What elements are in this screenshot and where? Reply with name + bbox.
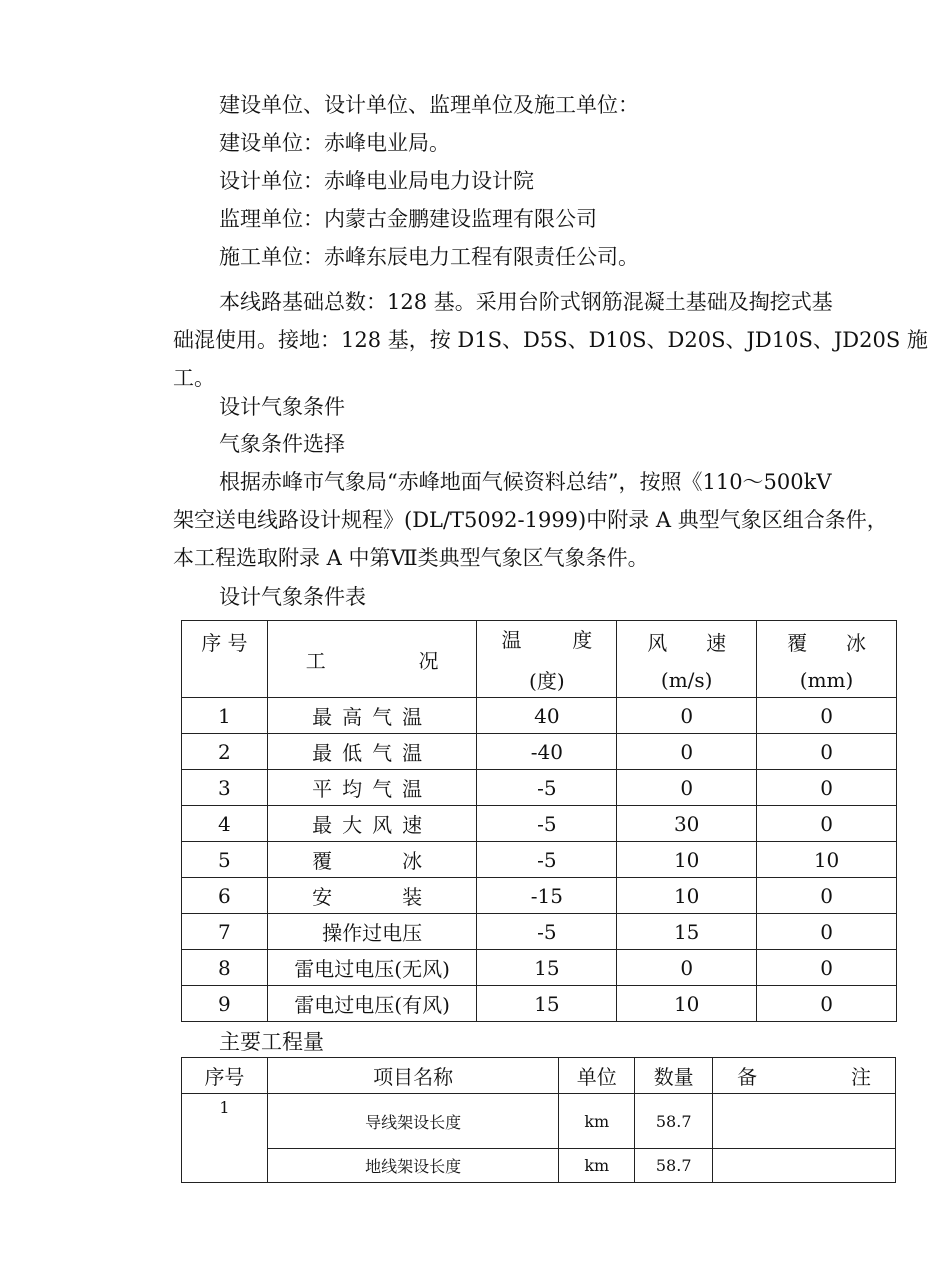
header-unit: 单位 bbox=[559, 1058, 635, 1094]
row-seq: 8 bbox=[182, 950, 268, 986]
header-qty: 数量 bbox=[635, 1058, 713, 1094]
row-condition: 覆 冰 bbox=[267, 842, 477, 878]
row-ice: 0 bbox=[757, 986, 897, 1022]
row-condition: 最低气温 bbox=[267, 734, 477, 770]
row-note bbox=[713, 1094, 896, 1149]
foundation-para-line-1: 本线路基础总数：128 基。采用台阶式钢筋混凝土基础及掏挖式基 bbox=[219, 290, 833, 314]
table-row bbox=[182, 986, 897, 1022]
designer-line: 设计单位：赤峰电业局电力设计院 bbox=[219, 169, 534, 193]
row-seq: 7 bbox=[182, 914, 268, 950]
row-ice: 0 bbox=[757, 914, 897, 950]
weather-subheading: 气象条件选择 bbox=[219, 432, 345, 456]
row-seq: 5 bbox=[182, 842, 268, 878]
header-wind-speed: 风 速 (m/s) bbox=[617, 621, 757, 698]
table-row bbox=[182, 698, 897, 734]
row-wind: 0 bbox=[617, 698, 757, 734]
table-row bbox=[182, 914, 897, 950]
row-ice: 0 bbox=[757, 806, 897, 842]
row-ice: 0 bbox=[757, 734, 897, 770]
units-heading: 建设单位、设计单位、监理单位及施工单位： bbox=[219, 93, 639, 117]
weather-para-line-1: 根据赤峰市气象局“赤峰地面气候资料总结”，按照《110～500kV bbox=[219, 470, 832, 494]
header-condition: 工 况 bbox=[267, 621, 477, 698]
table-row bbox=[182, 1149, 896, 1183]
row-temp: -5 bbox=[477, 770, 617, 806]
row-condition: 安 装 bbox=[267, 878, 477, 914]
quantities-title: 主要工程量 bbox=[219, 1030, 324, 1054]
row-seq: 6 bbox=[182, 878, 268, 914]
row-seq: 9 bbox=[182, 986, 268, 1022]
supervisor-line: 监理单位：内蒙古金鹏建设监理有限公司 bbox=[219, 207, 597, 231]
row-wind: 10 bbox=[617, 986, 757, 1022]
header-seq: 序号 bbox=[182, 1058, 268, 1094]
row-wind: 0 bbox=[617, 734, 757, 770]
header-seq: 序 号 bbox=[182, 621, 268, 698]
row-qty: 58.7 bbox=[635, 1149, 713, 1183]
header-temperature: 温 度 (度) bbox=[477, 621, 617, 698]
row-temp: -5 bbox=[477, 914, 617, 950]
row-condition: 最高气温 bbox=[267, 698, 477, 734]
row-temp: 15 bbox=[477, 950, 617, 986]
table-row bbox=[182, 878, 897, 914]
row-wind: 30 bbox=[617, 806, 757, 842]
table-row bbox=[182, 734, 897, 770]
row-temp: -40 bbox=[477, 734, 617, 770]
quantities-table bbox=[181, 1057, 896, 1183]
row-ice: 10 bbox=[757, 842, 897, 878]
table-row bbox=[182, 950, 897, 986]
row-qty: 58.7 bbox=[635, 1094, 713, 1149]
row-ice: 0 bbox=[757, 770, 897, 806]
row-note bbox=[713, 1149, 896, 1183]
row-condition: 平均气温 bbox=[267, 770, 477, 806]
row-seq: 1 bbox=[182, 1094, 268, 1183]
row-ice: 0 bbox=[757, 698, 897, 734]
row-condition: 雷电过电压(有风) bbox=[267, 986, 477, 1022]
foundation-para-line-2: 础混使用。接地：128 基，按 D1S、D5S、D10S、D20S、JD10S、JD20S 施 bbox=[173, 328, 928, 352]
owner-line: 建设单位：赤峰电业局。 bbox=[219, 131, 450, 155]
row-condition: 雷电过电压(无风) bbox=[267, 950, 477, 986]
row-temp: -15 bbox=[477, 878, 617, 914]
weather-heading: 设计气象条件 bbox=[219, 395, 345, 419]
row-seq: 2 bbox=[182, 734, 268, 770]
table-row bbox=[182, 770, 897, 806]
row-unit: km bbox=[559, 1149, 635, 1183]
row-temp: -5 bbox=[477, 806, 617, 842]
weather-table-header bbox=[182, 621, 897, 698]
quantities-table-header bbox=[182, 1058, 896, 1094]
weather-para-line-2: 架空送电线路设计规程》(DL/T5092-1999)中附录 A 典型气象区组合条件， bbox=[173, 508, 888, 532]
row-wind: 10 bbox=[617, 842, 757, 878]
row-ice: 0 bbox=[757, 878, 897, 914]
row-seq: 4 bbox=[182, 806, 268, 842]
contractor-line: 施工单位：赤峰东辰电力工程有限责任公司。 bbox=[219, 245, 639, 269]
row-temp: 15 bbox=[477, 986, 617, 1022]
weather-table-title: 设计气象条件表 bbox=[219, 585, 366, 609]
row-wind: 0 bbox=[617, 770, 757, 806]
foundation-para-line-3: 工。 bbox=[173, 366, 215, 390]
header-ice: 覆 冰 (mm) bbox=[757, 621, 897, 698]
row-condition: 最大风速 bbox=[267, 806, 477, 842]
row-item: 导线架设长度 bbox=[267, 1094, 558, 1149]
row-wind: 0 bbox=[617, 950, 757, 986]
row-unit: km bbox=[559, 1094, 635, 1149]
header-item: 项目名称 bbox=[267, 1058, 558, 1094]
row-ice: 0 bbox=[757, 950, 897, 986]
row-seq: 3 bbox=[182, 770, 268, 806]
row-item: 地线架设长度 bbox=[267, 1149, 558, 1183]
header-note: 备 注 bbox=[713, 1058, 896, 1094]
row-seq: 1 bbox=[182, 698, 268, 734]
weather-para-line-3: 本工程选取附录 A 中第Ⅶ类典型气象区气象条件。 bbox=[173, 546, 649, 570]
row-temp: -5 bbox=[477, 842, 617, 878]
table-row bbox=[182, 1094, 896, 1149]
row-temp: 40 bbox=[477, 698, 617, 734]
row-wind: 10 bbox=[617, 878, 757, 914]
table-row bbox=[182, 806, 897, 842]
table-row bbox=[182, 842, 897, 878]
row-wind: 15 bbox=[617, 914, 757, 950]
weather-conditions-table bbox=[181, 620, 897, 1022]
row-condition: 操作过电压 bbox=[267, 914, 477, 950]
